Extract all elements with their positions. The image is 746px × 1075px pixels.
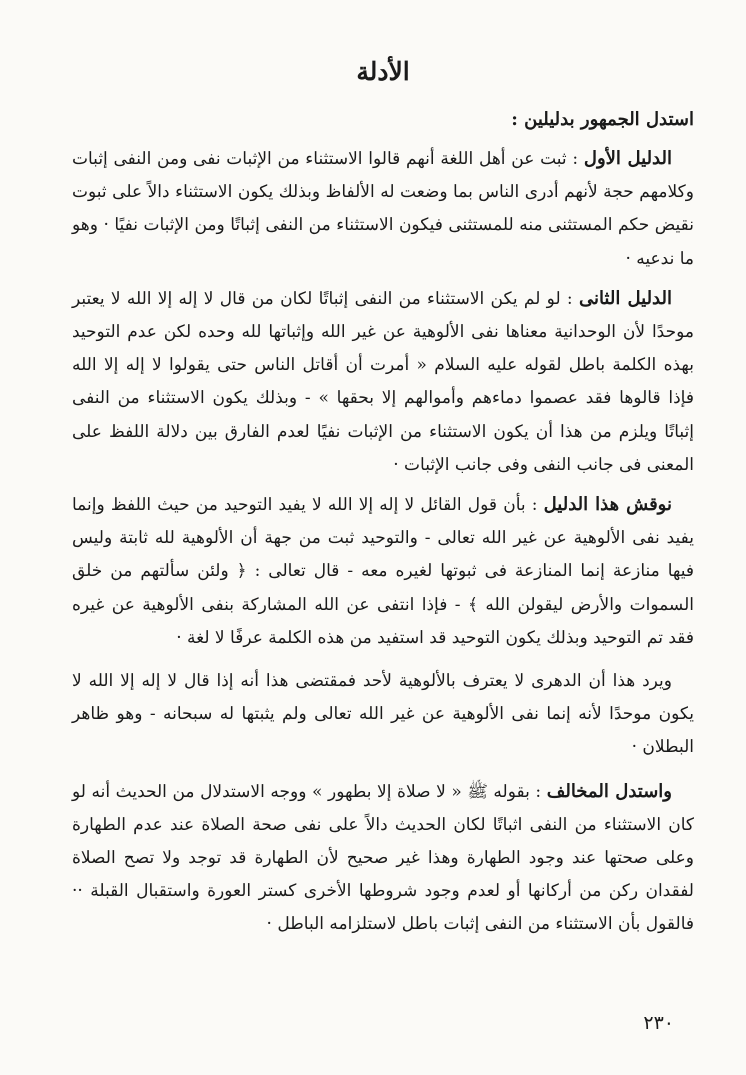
paragraph-first-evidence [72,142,694,276]
intro-line: استدل الجمهور بدليلين : [511,109,694,130]
heading-objection: نوقش هذا الدليل [543,494,672,516]
page-number: ٢٣٠ [643,1012,674,1034]
paragraph-second-evidence [72,282,694,482]
text-opponent-evidence: : بقوله ﷺ « لا صلاة إلا بطهور » ووجه الاستدلال من الحديث أنه لو كان الاستثناء من النفى اثباتًا لكان الحديث دالاً على نفى صحة الصلاة عند عدم الطهارة وعلى صحتها عند وجود الطهارة وهذا غير صحيح لأن الطهارة قد توجد ولا تصح الصلاة لفقدان ركن من أركانها أو لعدم وجود شروطها الأخرى كستر العورة واستقبال القبلة ·· فالقول بأن الاستثناء من النفى إثبات باطل لاستلزامه الباطل · [72,781,694,935]
heading-opponent-evidence: واستدل المخالف [546,780,672,802]
text-rebuttal: ويرد هذا أن الدهرى لا يعترف بالألوهية لأحد فمقتضى هذا أنه إذا قال لا إله إلا الله لا يكون موحدًا لأنه إنما نفى الألوهية عن غير الله تعالى ولم يثبتها له سبحانه - وهو ظاهر البطلان · [72,671,694,758]
document-page [72,52,694,948]
paragraph-rebuttal [72,665,694,765]
text-first-evidence: : ثبت عن أهل اللغة أنهم قالوا الاستثناء من الإثبات نفى ومن النفى إثبات وكلامهم حجة لأنهم أدرى الناس بما وضعت له الألفاظ وبذلك يكون الاستثناء دالاً على ثبوت نقيض حكم المستثنى منه للمستثنى فيكون الاستثناء من النفى إثباتًا ومن الإثبات نفيًا · وهو ما ندعيه · [72,149,694,269]
heading-second-evidence: الدليل الثانى [578,287,672,309]
heading-first-evidence: الدليل الأول [583,148,672,169]
paragraph-opponent-evidence [72,775,694,942]
paragraph-objection [72,488,694,655]
page-title: الأدلة [356,57,410,86]
text-second-evidence: : لو لم يكن الاستثناء من النفى إثباتًا لكان من قال لا إله إلا الله لا يعتبر موحدًا لأن الوحدانية معناها نفى الألوهية عن غير الله وإثباتها لله وحده لكن عدم التوحيد بهذه الكلمة باطل لقوله عليه السلام « أمرت أن أقاتل الناس حتى يقولوا لا إله إلا الله فإذا قالوها فقد عصموا دماءهم وأموالهم إلا بحقها » - وبذلك يكون الاستثناء من النفى إثباتًا ويلزم من هذا أن يكون الاستثناء من الإثبات نفيًا لعدم الفارق بين دلالة اللفظ على المعنى فى جانب النفى وفى جانب الإثبات · [72,288,694,475]
text-objection: : بأن قول القائل لا إله إلا الله لا يفيد التوحيد من حيث اللفظ وإنما يفيد نفى الألوهية عن غير الله تعالى - والتوحيد ثبت من جهة أن الألوهية لله ثابتة وليس فيها منازعة إنما المنازعة فى ثبوتها لغيره معه - قال تعالى : ﴿ ولئن سألتهم من خلق السموات والأرض ليقولن الله ﴾ - فإذا انتفى عن الله المشاركة بنفى الألوهية عن غيره فقد تم التوحيد وبذلك يكون التوحيد قد استفيد من هذه الكلمة عرفًا لا لغة · [72,495,694,648]
